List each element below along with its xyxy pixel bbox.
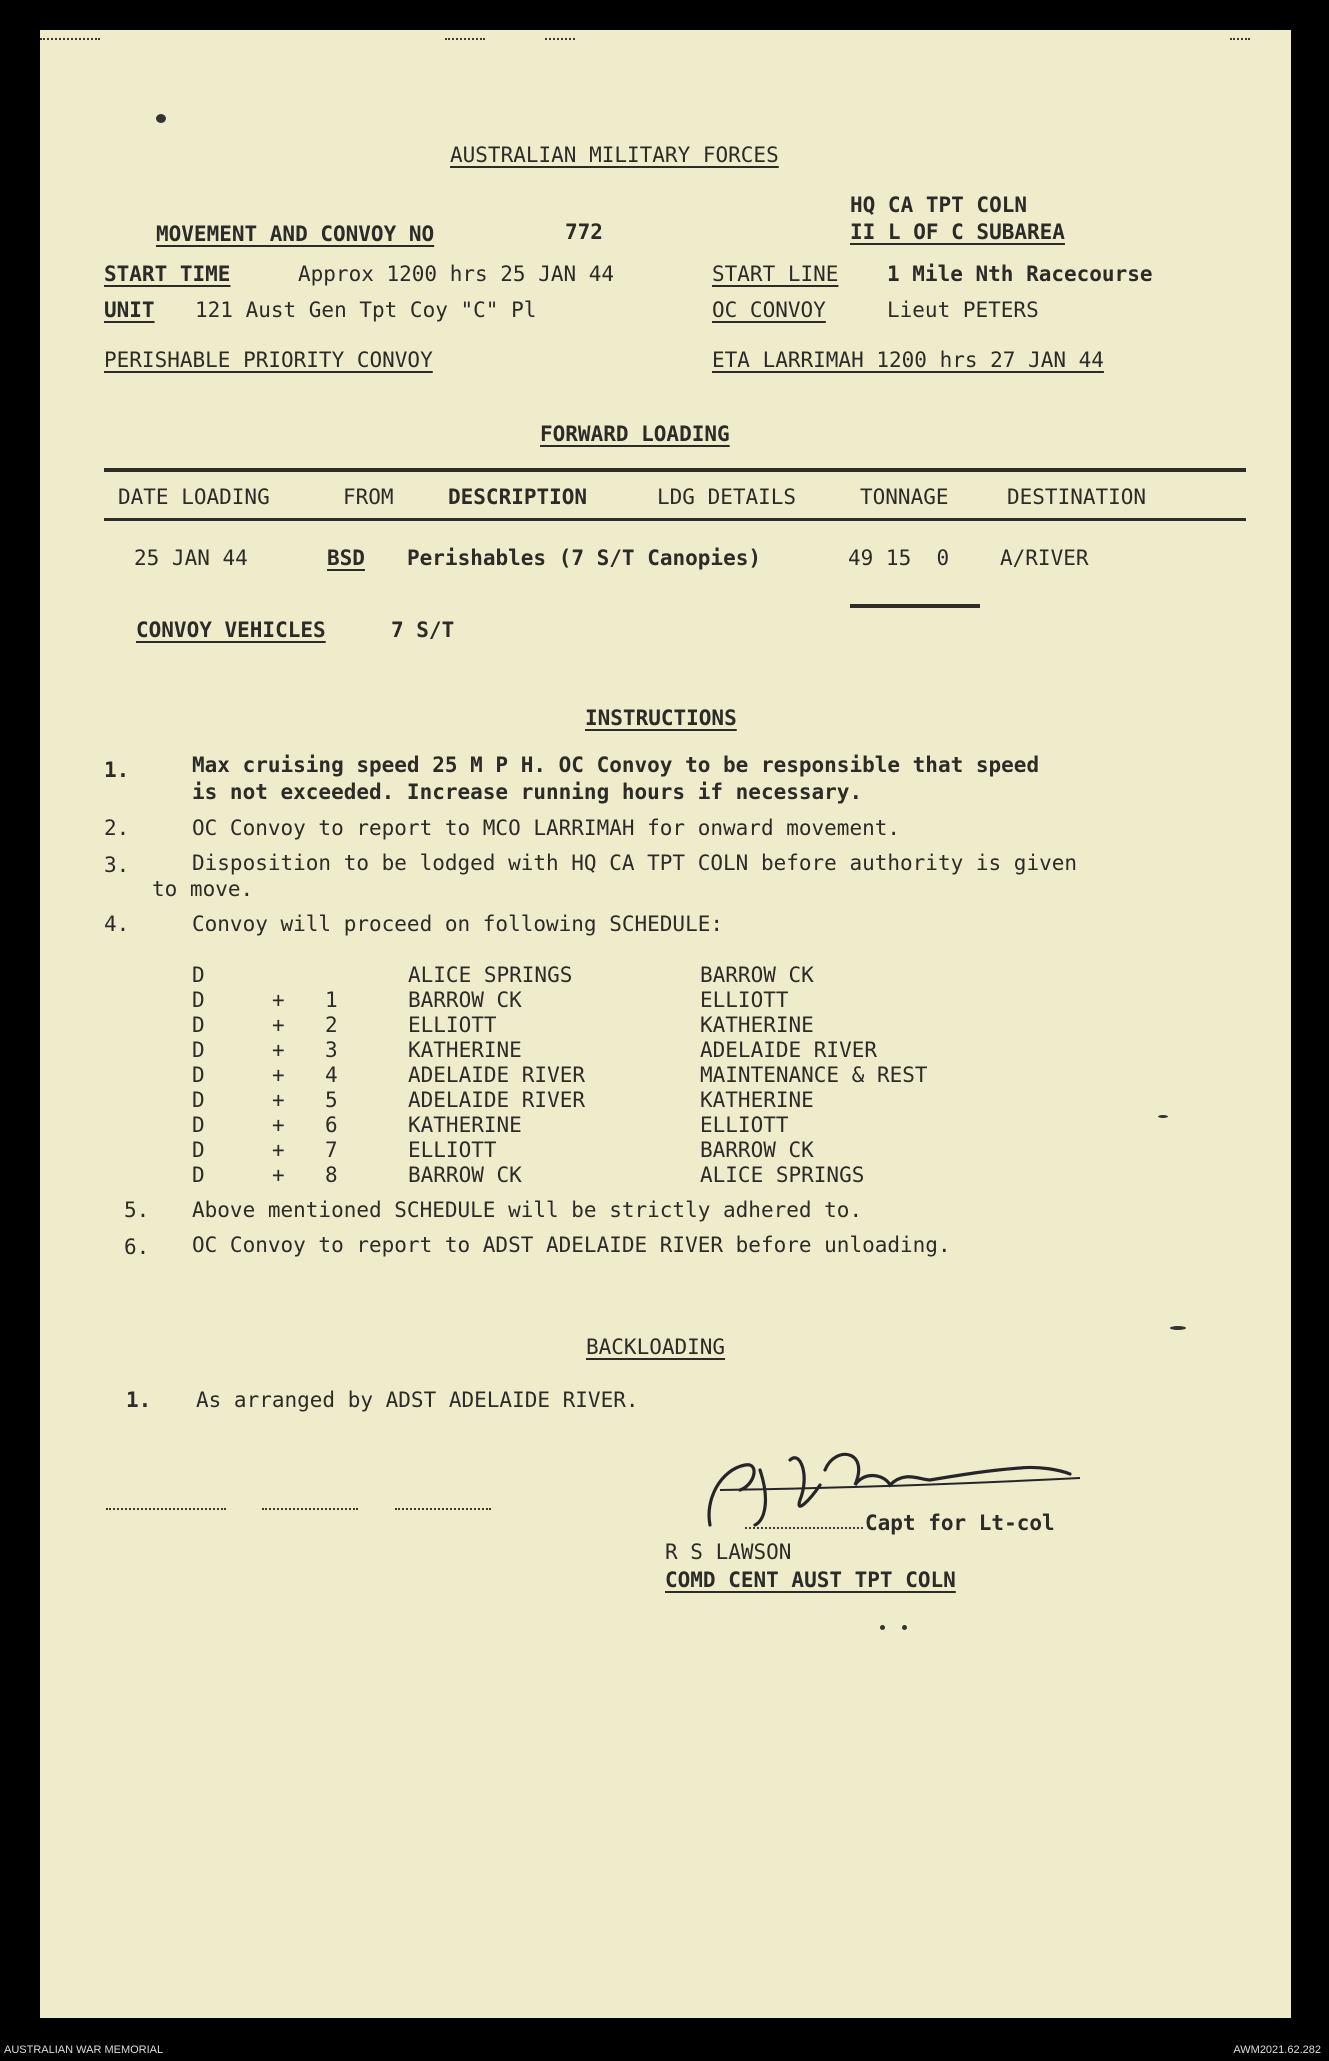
hq-line-1: HQ CA TPT COLN [850,193,1028,217]
start-line-label: START LINE [712,262,839,286]
forward-loading-heading: FORWARD LOADING [540,422,730,446]
schedule-offset: 6 [325,1113,338,1137]
document-page [40,30,1291,2018]
schedule-from: ELLIOTT [408,1013,497,1037]
document-title: AUSTRALIAN MILITARY FORCES [450,143,779,167]
schedule-day: D [192,1013,205,1037]
footer-right: AWM2021.62.282 [1233,2044,1321,2056]
start-line-value: 1 Mile Nth Racecourse [887,262,1153,286]
schedule-from: KATHERINE [408,1113,522,1137]
backloading-number: 1. [126,1388,152,1412]
schedule-offset: 7 [325,1138,338,1162]
hq-line-2: II L OF C SUBAREA [850,220,1065,244]
schedule-to: MAINTENANCE & REST [700,1063,928,1087]
schedule-from: ELLIOTT [408,1138,497,1162]
schedule-plus: + [272,988,285,1012]
schedule-offset: 4 [325,1063,338,1087]
instruction-3-line1: Disposition to be lodged with HQ CA TPT COLN before authority is given [192,851,1078,875]
schedule-to: ELLIOTT [700,988,789,1012]
instruction-5-number: 5. [124,1198,150,1222]
unit-label: UNIT [104,298,155,322]
instruction-2-number: 2. [104,816,130,840]
row-tonnage: 49 15 0 [848,546,950,570]
schedule-from: ADELAIDE RIVER [408,1063,586,1087]
footer-left: AUSTRALIAN WAR MEMORIAL [4,2044,164,2056]
backloading-heading: BACKLOADING [586,1335,726,1359]
row-destination: A/RIVER [1000,546,1089,570]
signature-capt: Capt for Lt-col [865,1511,1055,1535]
schedule-to: BARROW CK [700,963,814,987]
schedule-offset: 8 [325,1163,338,1187]
instruction-2-line1: OC Convoy to report to MCO LARRIMAH for onward movement. [192,816,901,840]
instruction-5-line1: Above mentioned SCHEDULE will be strictly adhered to. [192,1198,863,1222]
table-top-rule [104,468,1246,472]
schedule-day: D [192,1113,205,1137]
instruction-4-line1: Convoy will proceed on following SCHEDULE: [192,912,724,936]
schedule-offset: 3 [325,1038,338,1062]
schedule-from: KATHERINE [408,1038,522,1062]
priority-label: PERISHABLE PRIORITY CONVOY [104,348,433,372]
oc-convoy-value: Lieut PETERS [887,298,1039,322]
col-date-loading: DATE LOADING [118,485,270,509]
schedule-day: D [192,1038,205,1062]
convoy-vehicles-label: CONVOY VEHICLES [136,618,326,642]
schedule-plus: + [272,1013,285,1037]
col-description: DESCRIPTION [448,485,588,509]
start-time-value: Approx 1200 hrs 25 JAN 44 [298,262,615,286]
schedule-plus: + [272,1063,285,1087]
tonnage-rule [850,604,980,608]
instruction-1-line2: is not exceeded. Increase running hours if necessary. [192,780,863,804]
schedule-plus: + [272,1138,285,1162]
movement-number: 772 [565,220,603,244]
schedule-plus: + [272,1113,285,1137]
row-description: Perishables (7 S/T Canopies) [407,546,762,570]
schedule-to: ALICE SPRINGS [700,1163,865,1187]
instruction-6-number: 6. [124,1235,150,1259]
schedule-to: KATHERINE [700,1013,814,1037]
schedule-offset: 2 [325,1013,338,1037]
instruction-3-number: 3. [104,853,130,877]
instruction-1-line1: Max cruising speed 25 M P H. OC Convoy to be responsible that speed [192,753,1040,777]
instruction-1-number: 1. [104,758,130,782]
backloading-text: As arranged by ADST ADELAIDE RIVER. [196,1388,639,1412]
col-tonnage: TONNAGE [860,485,949,509]
schedule-from: ADELAIDE RIVER [408,1088,586,1112]
signature-name: R S LAWSON [665,1540,792,1564]
schedule-offset: 1 [325,988,338,1012]
oc-convoy-label: OC CONVOY [712,298,826,322]
instruction-6-line1: OC Convoy to report to ADST ADELAIDE RIVER before unloading. [192,1233,951,1257]
schedule-to: KATHERINE [700,1088,814,1112]
schedule-day: D [192,1138,205,1162]
schedule-to: BARROW CK [700,1138,814,1162]
schedule-plus: + [272,1038,285,1062]
instruction-3-line2: to move. [152,877,254,901]
schedule-day: D [192,1088,205,1112]
signature-title: COMD CENT AUST TPT COLN [665,1568,956,1592]
unit-value: 121 Aust Gen Tpt Coy "C" Pl [195,298,537,322]
schedule-from: BARROW CK [408,1163,522,1187]
schedule-day: D [192,1163,205,1187]
schedule-day: D [192,1063,205,1087]
col-ldg-details: LDG DETAILS [657,485,797,509]
row-date: 25 JAN 44 [134,546,248,570]
movement-label: MOVEMENT AND CONVOY NO [156,222,435,246]
row-from: BSD [327,546,365,570]
convoy-vehicles-value: 7 S/T [391,618,455,642]
instructions-heading: INSTRUCTIONS [585,706,737,730]
schedule-day: D [192,988,205,1012]
schedule-offset: 5 [325,1088,338,1112]
schedule-plus: + [272,1163,285,1187]
instruction-4-number: 4. [104,912,130,936]
col-from: FROM [343,485,394,509]
schedule-from: BARROW CK [408,988,522,1012]
schedule-to: ADELAIDE RIVER [700,1038,878,1062]
schedule-from: ALICE SPRINGS [408,963,573,987]
eta-label: ETA LARRIMAH 1200 hrs 27 JAN 44 [712,348,1104,372]
schedule-day: D [192,963,205,987]
start-time-label: START TIME [104,262,231,286]
table-header-rule [104,518,1246,521]
schedule-plus: + [272,1088,285,1112]
col-destination: DESTINATION [1007,485,1147,509]
schedule-to: ELLIOTT [700,1113,789,1137]
